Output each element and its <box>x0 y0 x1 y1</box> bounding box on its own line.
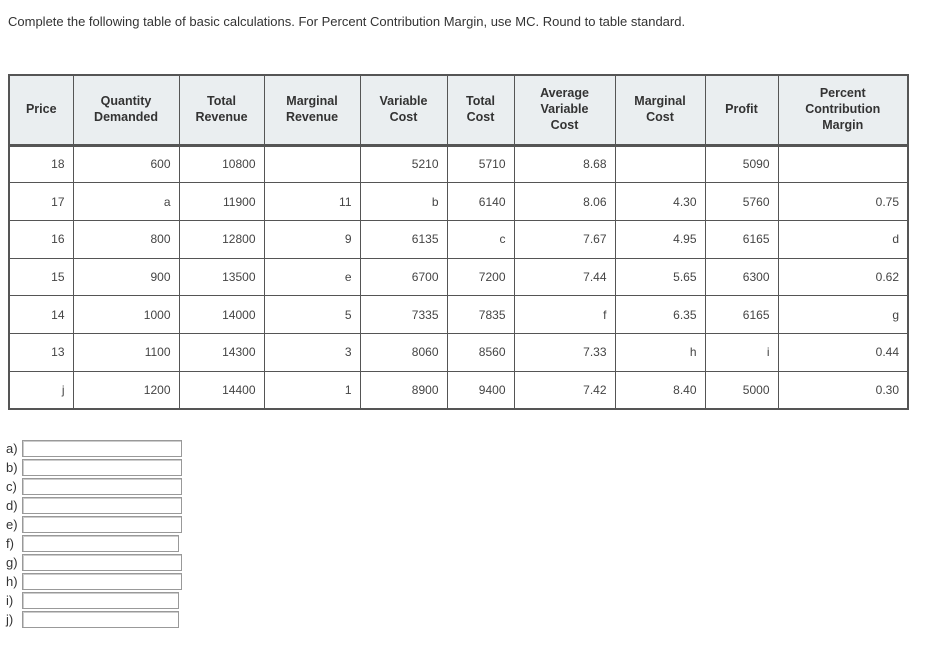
table-row <box>9 296 908 334</box>
table-cell: 8.40 <box>615 371 705 409</box>
answer-row <box>6 439 182 458</box>
table-cell: 5 <box>264 296 360 334</box>
header-percent-contribution-margin: Percent Contribution Margin <box>778 75 908 145</box>
answer-row <box>6 458 182 477</box>
table-cell: 18 <box>9 145 73 183</box>
table-cell: 11900 <box>179 183 264 221</box>
answer-row <box>6 477 182 496</box>
answer-label: c) <box>6 479 17 494</box>
answer-label: d) <box>6 498 18 513</box>
table-cell: 3 <box>264 333 360 371</box>
answer-input[interactable] <box>22 440 182 457</box>
table-cell: a <box>73 183 179 221</box>
table-cell: 6135 <box>360 220 447 258</box>
table-cell: 6165 <box>705 296 778 334</box>
table-header-row <box>9 75 908 145</box>
table-row <box>9 183 908 221</box>
table-cell: 8560 <box>447 333 514 371</box>
table-cell <box>778 145 908 183</box>
answer-input[interactable] <box>22 478 182 495</box>
answer-row <box>6 572 182 591</box>
answer-row <box>6 515 182 534</box>
answer-label: f) <box>6 536 14 551</box>
table-cell: h <box>615 333 705 371</box>
table-cell: 14300 <box>179 333 264 371</box>
table-row <box>9 145 908 183</box>
table-cell: 800 <box>73 220 179 258</box>
answer-label: a) <box>6 441 18 456</box>
table-cell: g <box>778 296 908 334</box>
table-cell: 900 <box>73 258 179 296</box>
answer-label: b) <box>6 460 18 475</box>
table-cell: 1100 <box>73 333 179 371</box>
answer-label: i) <box>6 593 14 608</box>
table-cell: 5000 <box>705 371 778 409</box>
table-cell: 9400 <box>447 371 514 409</box>
table-cell: e <box>264 258 360 296</box>
header-total-revenue: Total Revenue <box>179 75 264 145</box>
table-cell: 0.44 <box>778 333 908 371</box>
answer-input[interactable] <box>22 459 182 476</box>
table-cell: 5090 <box>705 145 778 183</box>
instruction-text: Complete the following table of basic calculations. For Percent Contribution Margin, use MC. Round to table standard. <box>8 14 686 29</box>
table-cell: 12800 <box>179 220 264 258</box>
table-cell: 6.35 <box>615 296 705 334</box>
answer-row <box>6 534 182 553</box>
table-cell: 6140 <box>447 183 514 221</box>
table-cell: 7.33 <box>514 333 615 371</box>
answer-label: e) <box>6 517 18 532</box>
table-cell: 5210 <box>360 145 447 183</box>
table-cell: b <box>360 183 447 221</box>
table-cell: 7.44 <box>514 258 615 296</box>
answer-input[interactable] <box>22 554 182 571</box>
table-cell: 11 <box>264 183 360 221</box>
header-price: Price <box>9 75 73 145</box>
table-cell <box>615 145 705 183</box>
table-cell: 5710 <box>447 145 514 183</box>
table-cell: 13 <box>9 333 73 371</box>
header-quantity-demanded: Quantity Demanded <box>73 75 179 145</box>
answer-input[interactable] <box>22 611 179 628</box>
table-cell <box>264 145 360 183</box>
table-cell: i <box>705 333 778 371</box>
table-cell: 4.95 <box>615 220 705 258</box>
table-cell: 8060 <box>360 333 447 371</box>
table-cell: j <box>9 371 73 409</box>
header-average-variable-cost: Average Variable Cost <box>514 75 615 145</box>
header-variable-cost: Variable Cost <box>360 75 447 145</box>
header-marginal-cost: Marginal Cost <box>615 75 705 145</box>
table-cell: 16 <box>9 220 73 258</box>
answer-input[interactable] <box>22 497 182 514</box>
table-cell: 7.67 <box>514 220 615 258</box>
answer-row <box>6 496 182 515</box>
table-row <box>9 258 908 296</box>
table-cell: 14 <box>9 296 73 334</box>
header-profit: Profit <box>705 75 778 145</box>
header-marginal-revenue: Marginal Revenue <box>264 75 360 145</box>
table-row <box>9 333 908 371</box>
table-cell: 5760 <box>705 183 778 221</box>
answer-input[interactable] <box>22 535 179 552</box>
table-cell: 14000 <box>179 296 264 334</box>
table-cell: 14400 <box>179 371 264 409</box>
answer-row <box>6 591 182 610</box>
table-cell: 0.62 <box>778 258 908 296</box>
answer-label: g) <box>6 555 18 570</box>
answer-row <box>6 553 182 572</box>
table-cell: 7200 <box>447 258 514 296</box>
table-cell: 6165 <box>705 220 778 258</box>
table-cell: 13500 <box>179 258 264 296</box>
table-cell: 15 <box>9 258 73 296</box>
table-cell: 0.75 <box>778 183 908 221</box>
table-cell: 1200 <box>73 371 179 409</box>
table-cell: c <box>447 220 514 258</box>
answer-row <box>6 610 182 629</box>
table-cell: 6700 <box>360 258 447 296</box>
table-cell: d <box>778 220 908 258</box>
table-cell: 10800 <box>179 145 264 183</box>
table-cell: 1000 <box>73 296 179 334</box>
table-cell: 600 <box>73 145 179 183</box>
table-cell: 7835 <box>447 296 514 334</box>
answer-input[interactable] <box>22 573 182 590</box>
table-cell: 6300 <box>705 258 778 296</box>
table-cell: 4.30 <box>615 183 705 221</box>
calculation-table <box>8 74 909 410</box>
answer-input[interactable] <box>22 592 179 609</box>
table-cell: 9 <box>264 220 360 258</box>
table-row <box>9 220 908 258</box>
table-cell: 1 <box>264 371 360 409</box>
answer-label: j) <box>6 612 14 627</box>
table-cell: 7.42 <box>514 371 615 409</box>
table-cell: 5.65 <box>615 258 705 296</box>
answer-input[interactable] <box>22 516 182 533</box>
table-cell: 8.06 <box>514 183 615 221</box>
table-cell: 8900 <box>360 371 447 409</box>
table-cell: f <box>514 296 615 334</box>
table-cell: 8.68 <box>514 145 615 183</box>
header-total-cost: Total Cost <box>447 75 514 145</box>
answer-label: h) <box>6 574 18 589</box>
table-cell: 17 <box>9 183 73 221</box>
table-cell: 0.30 <box>778 371 908 409</box>
table-cell: 7335 <box>360 296 447 334</box>
answer-fields <box>6 439 182 629</box>
table-row <box>9 371 908 409</box>
